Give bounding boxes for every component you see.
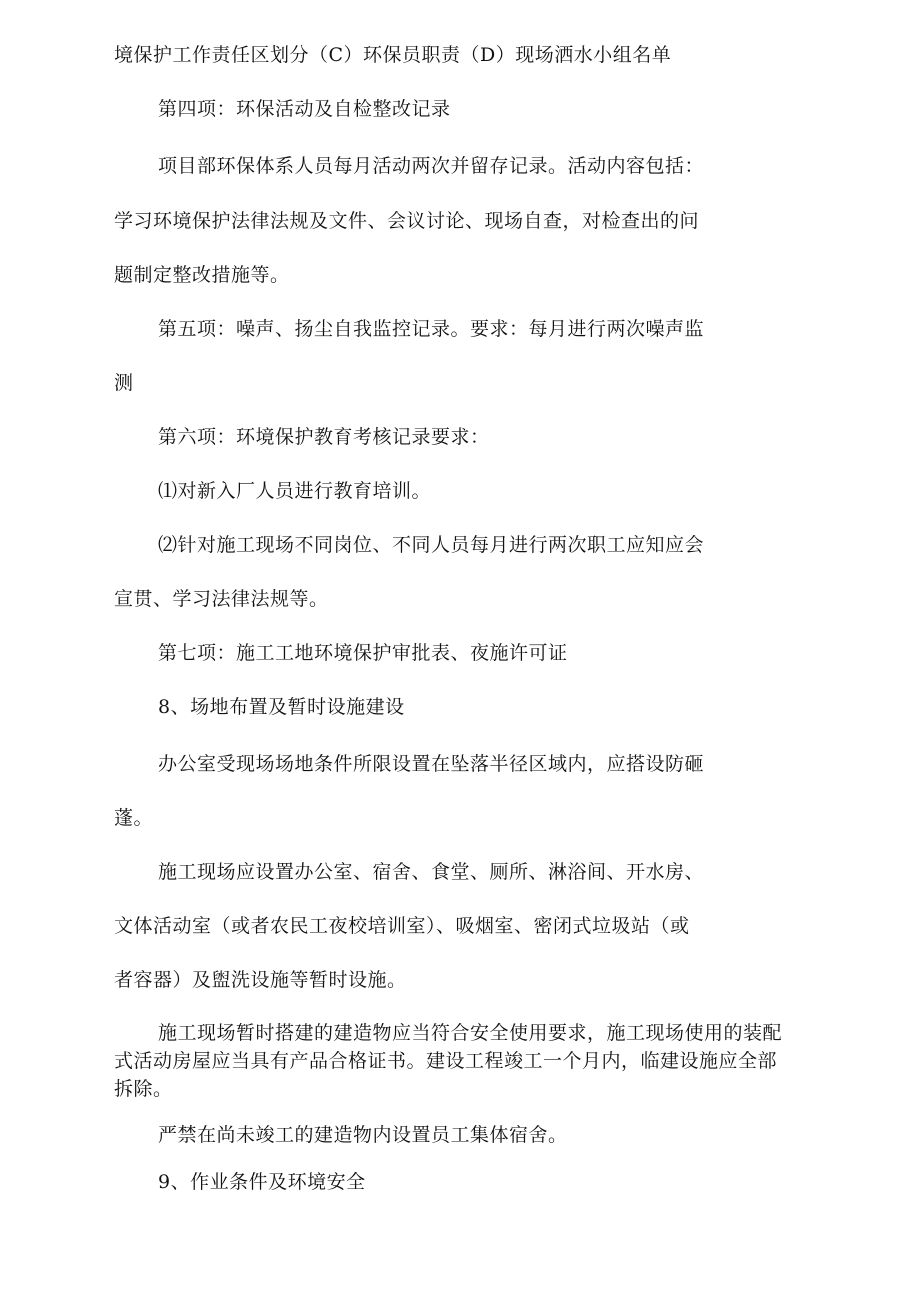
section-heading: 9、作业条件及环境安全 xyxy=(158,1171,366,1193)
section-heading: 第五项：噪声、扬尘自我监控记录。要求：每月进行两次噪声监 xyxy=(158,318,705,340)
text-line: 拆除。 xyxy=(114,1078,173,1100)
text-line: 境保护工作责任区划分（C）环保员职责（D）现场洒水小组名单 xyxy=(114,44,672,66)
text-line: 文体活动室（或者农民工夜校培训室）、吸烟室、密闭式垃圾站（或 xyxy=(114,915,690,937)
list-item: ⑵针对施工现场不同岗位、不同人员每月进行两次职工应知应会 xyxy=(158,534,705,556)
section-heading: 第七项：施工工地环境保护审批表、夜施许可证 xyxy=(158,642,568,664)
text-line: 严禁在尚未竣工的建造物内设置员工集体宿舍。 xyxy=(158,1124,568,1146)
text-line: 办公室受现场场地条件所限设置在坠落半径区域内，应搭设防砸 xyxy=(158,753,705,775)
text-line: 学习环境保护法律法规及文件、会议讨论、现场自查，对检查出的问 xyxy=(114,210,700,232)
text-line: 测 xyxy=(114,372,134,394)
text-line: 宣贯、学习法律法规等。 xyxy=(114,588,329,610)
text-line: 施工现场暂时搭建的建造物应当符合安全使用要求，施工现场使用的装配 xyxy=(158,1022,783,1044)
section-heading: 8、场地布置及暂时设施建设 xyxy=(158,696,405,718)
text-line: 者容器）及盥洗设施等暂时设施。 xyxy=(114,969,407,991)
text-line: 施工现场应设置办公室、宿舍、食堂、厕所、淋浴间、开水房、 xyxy=(158,861,705,883)
list-item: ⑴对新入厂人员进行教育培训。 xyxy=(158,480,432,502)
text-line: 项目部环保体系人员每月活动两次并留存记录。活动内容包括： xyxy=(158,155,705,177)
text-line: 蓬。 xyxy=(114,807,154,829)
text-line: 题制定整改措施等。 xyxy=(114,264,290,286)
section-heading: 第六项：环境保护教育考核记录要求： xyxy=(158,426,490,448)
section-heading: 第四项：环保活动及自检整改记录 xyxy=(158,98,451,120)
text-line: 式活动房屋应当具有产品合格证书。建设工程竣工一个月内，临建设施应全部 xyxy=(114,1050,778,1072)
